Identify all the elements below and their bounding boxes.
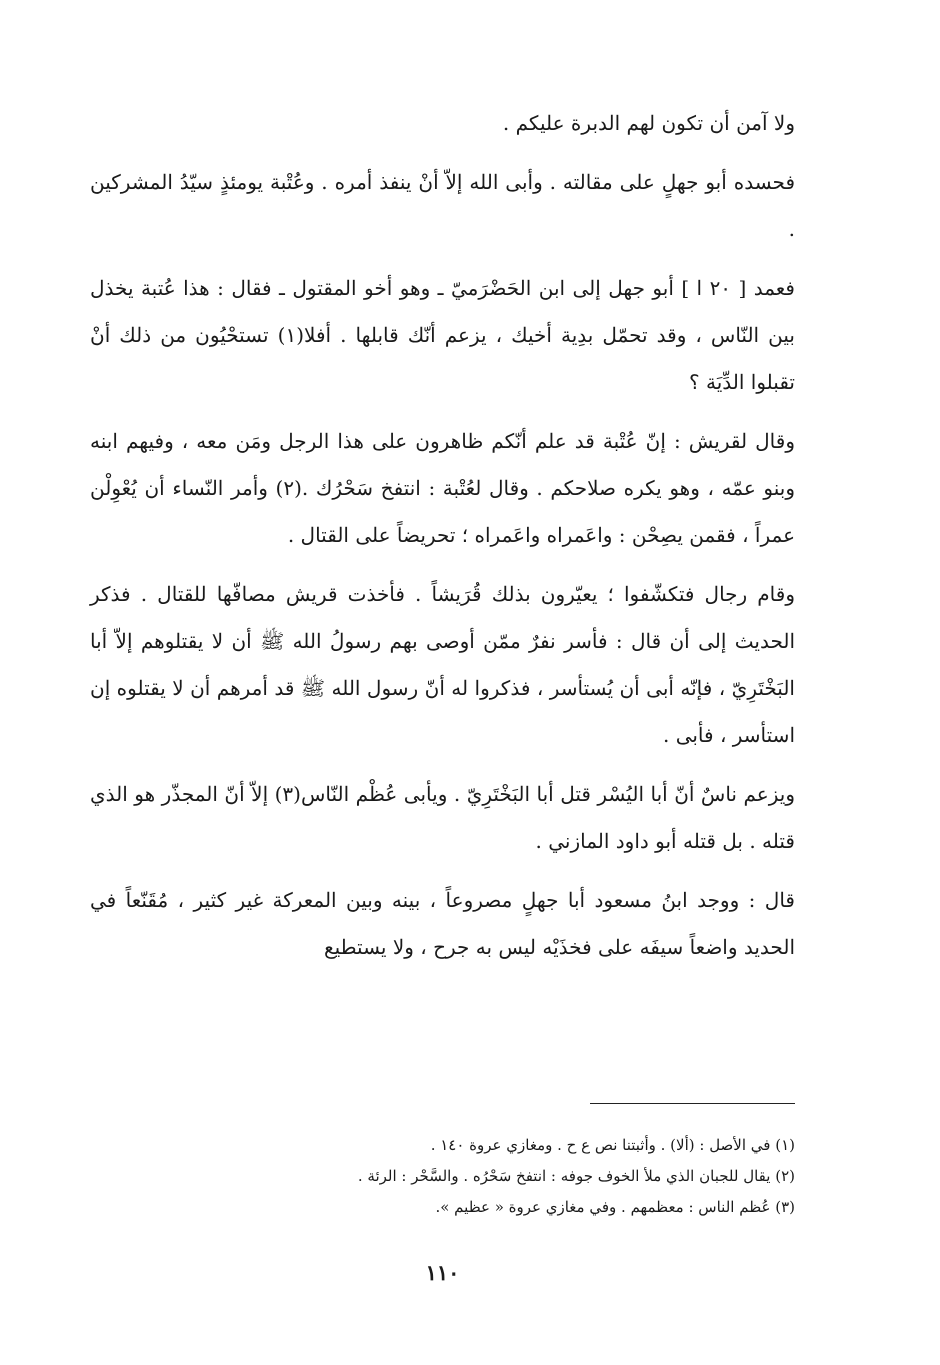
body-paragraph: وقام رجال فتكشّفوا ؛ يعيّرون بذلك قُرَيشاً . فأخذت قريش مصافّها للقتال . فذكر الحديث إلى أن قال : فأسر نفرٌ ممّن أوصى بهم رسولُ الله ﷺ أن لا يقتلوهم إلاّ أبا البَخْتَرِيّ ، فإنّه أبى أن يُستأسر ، فذكروا له أنّ رسول الله ﷺ قد أمرهم أن لا يقتلوه إن استأسر ، فأبى .: [90, 582, 795, 747]
footnote-3: (٣) عُظم الناس : معظمهم . وفي مغازي عروة « عظيم ».: [435, 1198, 795, 1216]
body-paragraph: فعمد [ ٢٠ ا ] أبو جهل إلى ابن الحَضْرَميّ ـ وهو أخو المقتول ـ فقال : هذا عُتبة يخذل بين النّاس ، وقد تحمّل بدِية أخيك ، يزعم أنّك قابلها . أفلا(١) تستحْيُون من ذلك أنْ تقبلوا الدِّيَة ؟: [90, 276, 795, 394]
body-paragraph: وقال لقريش : إنّ عُتْبة قد علم أنّكم ظاهرون على هذا الرجل ومَن معه ، وفيهم ابنه وبنو عمّه ، وهو يكره صلاحكم . وقال لعُتْبة : انتفخ سَحْرُك .(٢) وأمر النّساء أن يُعْوِلْن عمراً ، فقمن يصِحْن : واعَمراه واعَمراه ؛ تحريضاً على القتال .: [90, 429, 795, 547]
page-number: ١١٠: [425, 1260, 460, 1285]
footnote-separator: [590, 1103, 795, 1104]
body-paragraph: ولا آمن أن تكون لهم الدبرة عليكم .: [502, 111, 795, 135]
body-paragraph: ويزعم ناسٌ أنّ أبا اليُسْر قتل أبا البَخْتَرِيّ . ويأبى عُظْم النّاس(٣) إلاّ أنّ المجذّر هو الذي قتله . بل قتله أبو داود المازني .: [90, 782, 795, 853]
body-paragraph: فحسده أبو جهلٍ على مقالته . وأبى الله إلاّ أنْ ينفذ أمره . وعُتْبة يومئذٍ سيّدُ المشركين .: [90, 170, 795, 241]
footnote-1: (١) في الأصل : (ألا) . وأثبتنا نص ع ح . ومغازي عروة ١٤٠ .: [430, 1136, 795, 1154]
document-page: [90, 100, 795, 1340]
body-paragraph: قال : ووجد ابنُ مسعود أبا جهلٍ مصروعاً ، بينه وبين المعركة غير كثير ، مُقَنّعاً في الحديد واضعاً سيفَه على فخذَيْه ليس به جرح ، ولا يستطيع: [90, 888, 795, 959]
footnotes-section: [90, 1130, 795, 1223]
footnote-2: (٢) يقال للجبان الذي ملأ الخوف جوفه : انتفخ سَحْرُه . والسَّحْر : الرئة .: [357, 1167, 795, 1185]
